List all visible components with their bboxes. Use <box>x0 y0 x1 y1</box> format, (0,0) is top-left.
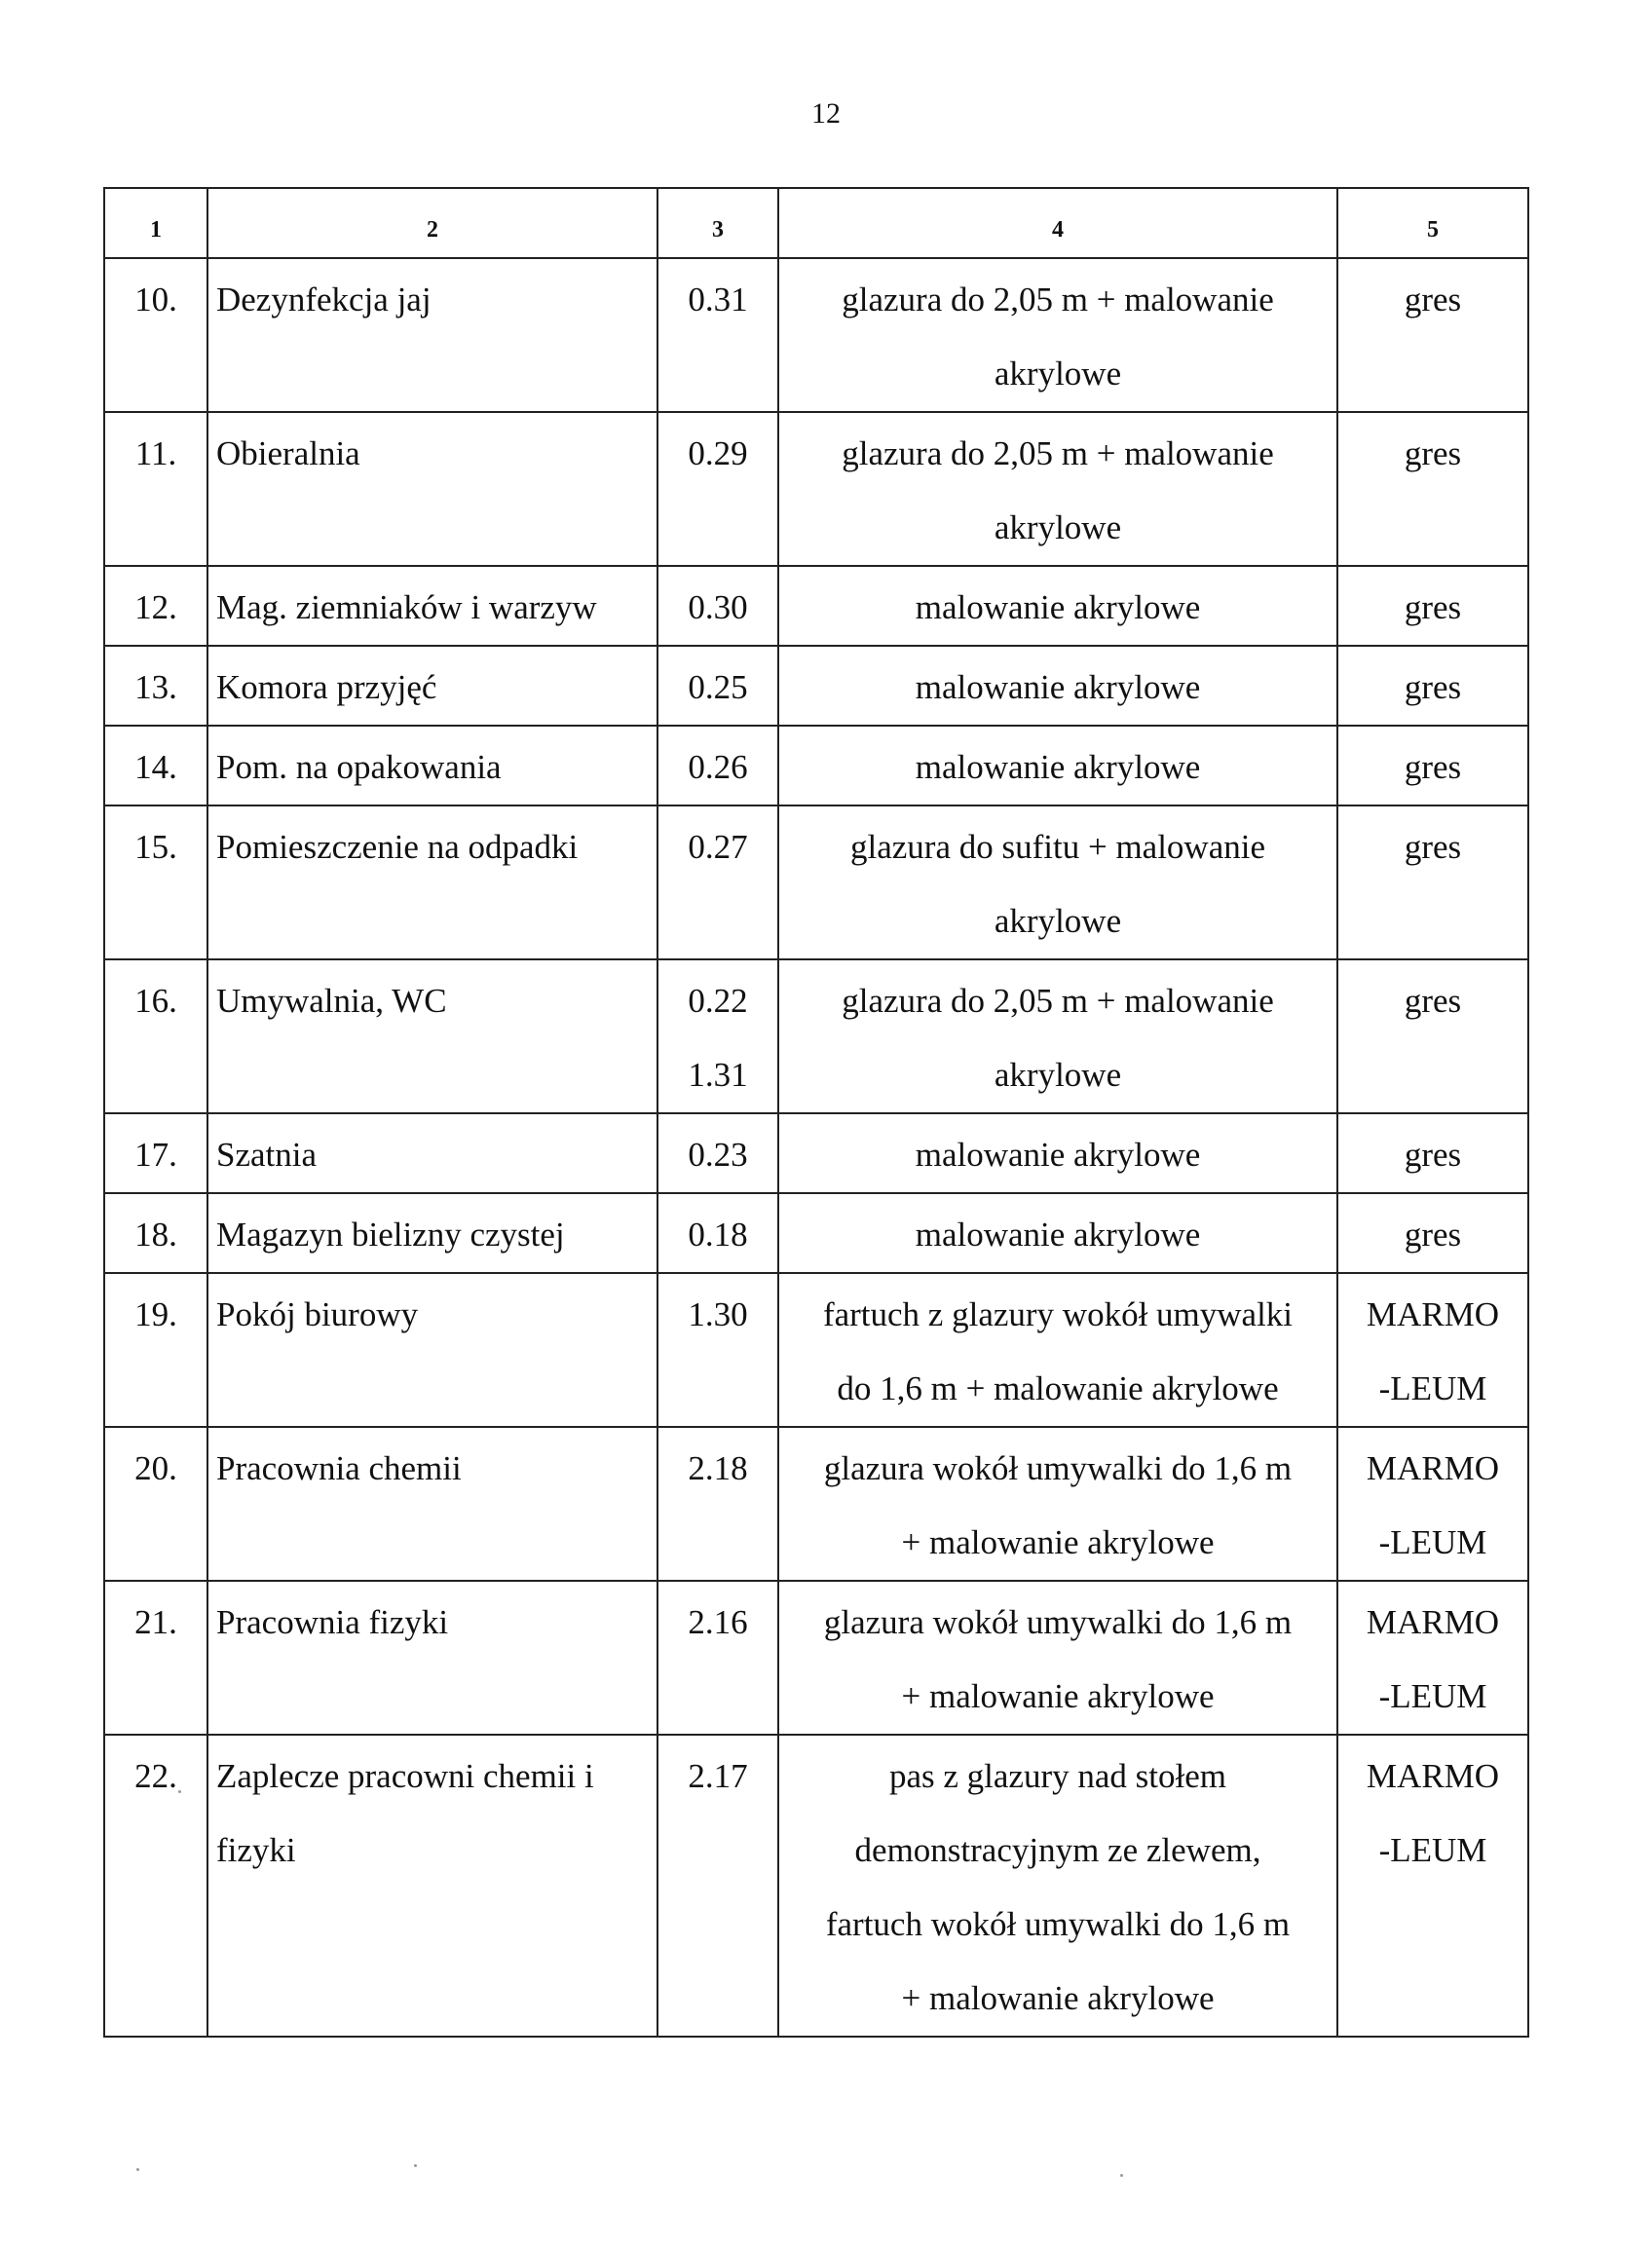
cell-number: 15. <box>104 805 207 959</box>
table-header <box>104 188 1528 258</box>
cell-room-name <box>207 646 657 726</box>
cell-room-code <box>657 1193 778 1273</box>
cell-line: MARMO <box>1366 1449 1500 1487</box>
cell-line: gres <box>1404 588 1462 626</box>
cell-room-name <box>207 1581 657 1735</box>
cell-line: glazura wokół umywalki do 1,6 m <box>823 1449 1293 1487</box>
cell-number: 19. <box>104 1273 207 1427</box>
cell-line: MARMO <box>1366 1757 1500 1795</box>
cell-floor-finish <box>1337 805 1528 959</box>
table-row <box>104 1193 1528 1273</box>
cell-wall-finish <box>778 1735 1337 2037</box>
cell-wall-finish <box>778 1113 1337 1193</box>
cell-line: 1.30 <box>688 1295 748 1333</box>
cell-line: Mag. ziemniaków i warzyw <box>216 588 597 626</box>
finishes-table <box>103 187 1529 2038</box>
cell-line: demonstracyjnym ze zlewem, <box>854 1831 1261 1869</box>
table-row <box>104 1581 1528 1735</box>
cell-line: Pracownia chemii <box>216 1449 462 1487</box>
cell-floor-finish <box>1337 959 1528 1113</box>
cell-line: fartuch wokół umywalki do 1,6 m <box>825 1905 1291 1943</box>
cell-line: 0.30 <box>688 588 748 626</box>
cell-line: 0.31 <box>688 281 748 318</box>
cell-floor-finish <box>1337 412 1528 566</box>
header-col-2: 2 <box>207 188 657 258</box>
cell-floor-finish <box>1337 1273 1528 1427</box>
cell-room-name <box>207 566 657 646</box>
cell-line: Pracownia fizyki <box>216 1603 449 1641</box>
cell-line: + malowanie akrylowe <box>901 1677 1215 1715</box>
cell-line: Obieralnia <box>216 434 360 472</box>
cell-line: 2.16 <box>688 1603 748 1641</box>
cell-line: gres <box>1404 982 1462 1020</box>
cell-line: akrylowe <box>994 355 1122 393</box>
table-row <box>104 1427 1528 1581</box>
cell-number: 16. <box>104 959 207 1113</box>
cell-line: MARMO <box>1366 1603 1500 1641</box>
cell-line: akrylowe <box>994 508 1122 546</box>
cell-line: 0.27 <box>688 828 748 866</box>
scan-speck <box>178 1790 181 1793</box>
cell-line: glazura do 2,05 m + malowanie <box>842 281 1274 318</box>
table-row <box>104 805 1528 959</box>
cell-wall-finish <box>778 258 1337 412</box>
cell-floor-finish <box>1337 646 1528 726</box>
header-row <box>104 188 1528 258</box>
cell-floor-finish <box>1337 566 1528 646</box>
cell-number: 17. <box>104 1113 207 1193</box>
cell-wall-finish <box>778 412 1337 566</box>
cell-room-name <box>207 1273 657 1427</box>
cell-line: -LEUM <box>1378 1369 1487 1407</box>
cell-line: malowanie akrylowe <box>915 1136 1201 1174</box>
cell-line: akrylowe <box>994 1056 1122 1094</box>
cell-wall-finish <box>778 959 1337 1113</box>
scan-speck <box>136 2168 139 2171</box>
cell-line: 2.18 <box>688 1449 748 1487</box>
table-body <box>104 258 1528 2037</box>
cell-line: Dezynfekcja jaj <box>216 281 432 318</box>
cell-number: 10. <box>104 258 207 412</box>
cell-room-code <box>657 805 778 959</box>
table-row <box>104 566 1528 646</box>
cell-floor-finish <box>1337 1735 1528 2037</box>
cell-line: 2.17 <box>688 1757 748 1795</box>
header-col-3: 3 <box>657 188 778 258</box>
cell-line: malowanie akrylowe <box>915 668 1201 706</box>
header-col-5: 5 <box>1337 188 1528 258</box>
cell-line: Pom. na opakowania <box>216 748 502 786</box>
cell-line: MARMO <box>1366 1295 1500 1333</box>
cell-room-code <box>657 1581 778 1735</box>
cell-line: + malowanie akrylowe <box>901 1979 1215 2017</box>
cell-floor-finish <box>1337 726 1528 805</box>
cell-line: 0.25 <box>688 668 748 706</box>
cell-line: -LEUM <box>1378 1523 1487 1561</box>
cell-number: 21. <box>104 1581 207 1735</box>
cell-room-code <box>657 726 778 805</box>
cell-number: 12. <box>104 566 207 646</box>
cell-floor-finish <box>1337 1193 1528 1273</box>
cell-line: 0.29 <box>688 434 748 472</box>
cell-line: Umywalnia, WC <box>216 982 447 1020</box>
cell-line: fartuch z glazury wokół umywalki <box>822 1295 1294 1333</box>
cell-room-code <box>657 1735 778 2037</box>
cell-room-name <box>207 1113 657 1193</box>
cell-line: -LEUM <box>1378 1831 1487 1869</box>
cell-floor-finish <box>1337 1113 1528 1193</box>
cell-room-name <box>207 1193 657 1273</box>
cell-line: Szatnia <box>216 1136 318 1174</box>
cell-line: glazura wokół umywalki do 1,6 m <box>823 1603 1293 1641</box>
header-col-1: 1 <box>104 188 207 258</box>
cell-number: 22. <box>104 1735 207 2037</box>
cell-room-code <box>657 959 778 1113</box>
cell-line: gres <box>1404 748 1462 786</box>
cell-line: Pokój biurowy <box>216 1295 419 1333</box>
page-number: 12 <box>811 97 841 130</box>
cell-line: gres <box>1404 281 1462 318</box>
cell-wall-finish <box>778 726 1337 805</box>
table-row <box>104 1113 1528 1193</box>
cell-line: gres <box>1404 434 1462 472</box>
table-row <box>104 1273 1528 1427</box>
cell-number: 18. <box>104 1193 207 1273</box>
cell-wall-finish <box>778 1193 1337 1273</box>
cell-number: 20. <box>104 1427 207 1581</box>
cell-line: Komora przyjęć <box>216 668 437 706</box>
table-row <box>104 258 1528 412</box>
cell-line: malowanie akrylowe <box>915 748 1201 786</box>
table-row <box>104 959 1528 1113</box>
cell-line: fizyki <box>216 1831 296 1869</box>
cell-wall-finish <box>778 805 1337 959</box>
cell-line: gres <box>1404 1216 1462 1254</box>
cell-wall-finish <box>778 566 1337 646</box>
cell-line: gres <box>1404 668 1462 706</box>
cell-room-name <box>207 805 657 959</box>
cell-line: akrylowe <box>994 902 1122 940</box>
cell-room-name <box>207 726 657 805</box>
cell-room-code <box>657 646 778 726</box>
cell-line: 1.31 <box>688 1056 748 1094</box>
cell-room-name <box>207 1735 657 2037</box>
cell-floor-finish <box>1337 1581 1528 1735</box>
scan-speck <box>414 2164 417 2167</box>
cell-room-code <box>657 258 778 412</box>
cell-line: malowanie akrylowe <box>915 588 1201 626</box>
cell-room-code <box>657 412 778 566</box>
table-row <box>104 412 1528 566</box>
cell-line: + malowanie akrylowe <box>901 1523 1215 1561</box>
cell-line: pas z glazury nad stołem <box>888 1757 1226 1795</box>
cell-line: glazura do 2,05 m + malowanie <box>842 982 1274 1020</box>
cell-line: gres <box>1404 1136 1462 1174</box>
table-row <box>104 726 1528 805</box>
cell-wall-finish <box>778 1581 1337 1735</box>
cell-wall-finish <box>778 646 1337 726</box>
table-row <box>104 646 1528 726</box>
header-col-4: 4 <box>778 188 1337 258</box>
cell-line: Pomieszczenie na odpadki <box>216 828 579 866</box>
cell-line: gres <box>1404 828 1462 866</box>
cell-line: -LEUM <box>1378 1677 1487 1715</box>
cell-room-name <box>207 959 657 1113</box>
cell-line: 0.26 <box>688 748 748 786</box>
cell-line: Zaplecze pracowni chemii i <box>216 1757 594 1795</box>
cell-line: malowanie akrylowe <box>915 1216 1201 1254</box>
cell-room-code <box>657 1113 778 1193</box>
table-row <box>104 1735 1528 2037</box>
cell-room-name <box>207 412 657 566</box>
cell-floor-finish <box>1337 1427 1528 1581</box>
cell-wall-finish <box>778 1273 1337 1427</box>
cell-line: 0.23 <box>688 1136 748 1174</box>
cell-floor-finish <box>1337 258 1528 412</box>
cell-room-code <box>657 566 778 646</box>
cell-line: 0.22 <box>688 982 748 1020</box>
cell-room-name <box>207 1427 657 1581</box>
cell-line: glazura do sufitu + malowanie <box>850 828 1265 866</box>
cell-line: glazura do 2,05 m + malowanie <box>842 434 1274 472</box>
cell-room-name <box>207 258 657 412</box>
scan-speck <box>1120 2174 1123 2177</box>
cell-line: Magazyn bielizny czystej <box>216 1216 565 1254</box>
cell-wall-finish <box>778 1427 1337 1581</box>
cell-number: 13. <box>104 646 207 726</box>
cell-line: 0.18 <box>688 1216 748 1254</box>
cell-room-code <box>657 1427 778 1581</box>
cell-line: do 1,6 m + malowanie akrylowe <box>837 1369 1279 1407</box>
cell-room-code <box>657 1273 778 1427</box>
cell-number: 14. <box>104 726 207 805</box>
cell-number: 11. <box>104 412 207 566</box>
